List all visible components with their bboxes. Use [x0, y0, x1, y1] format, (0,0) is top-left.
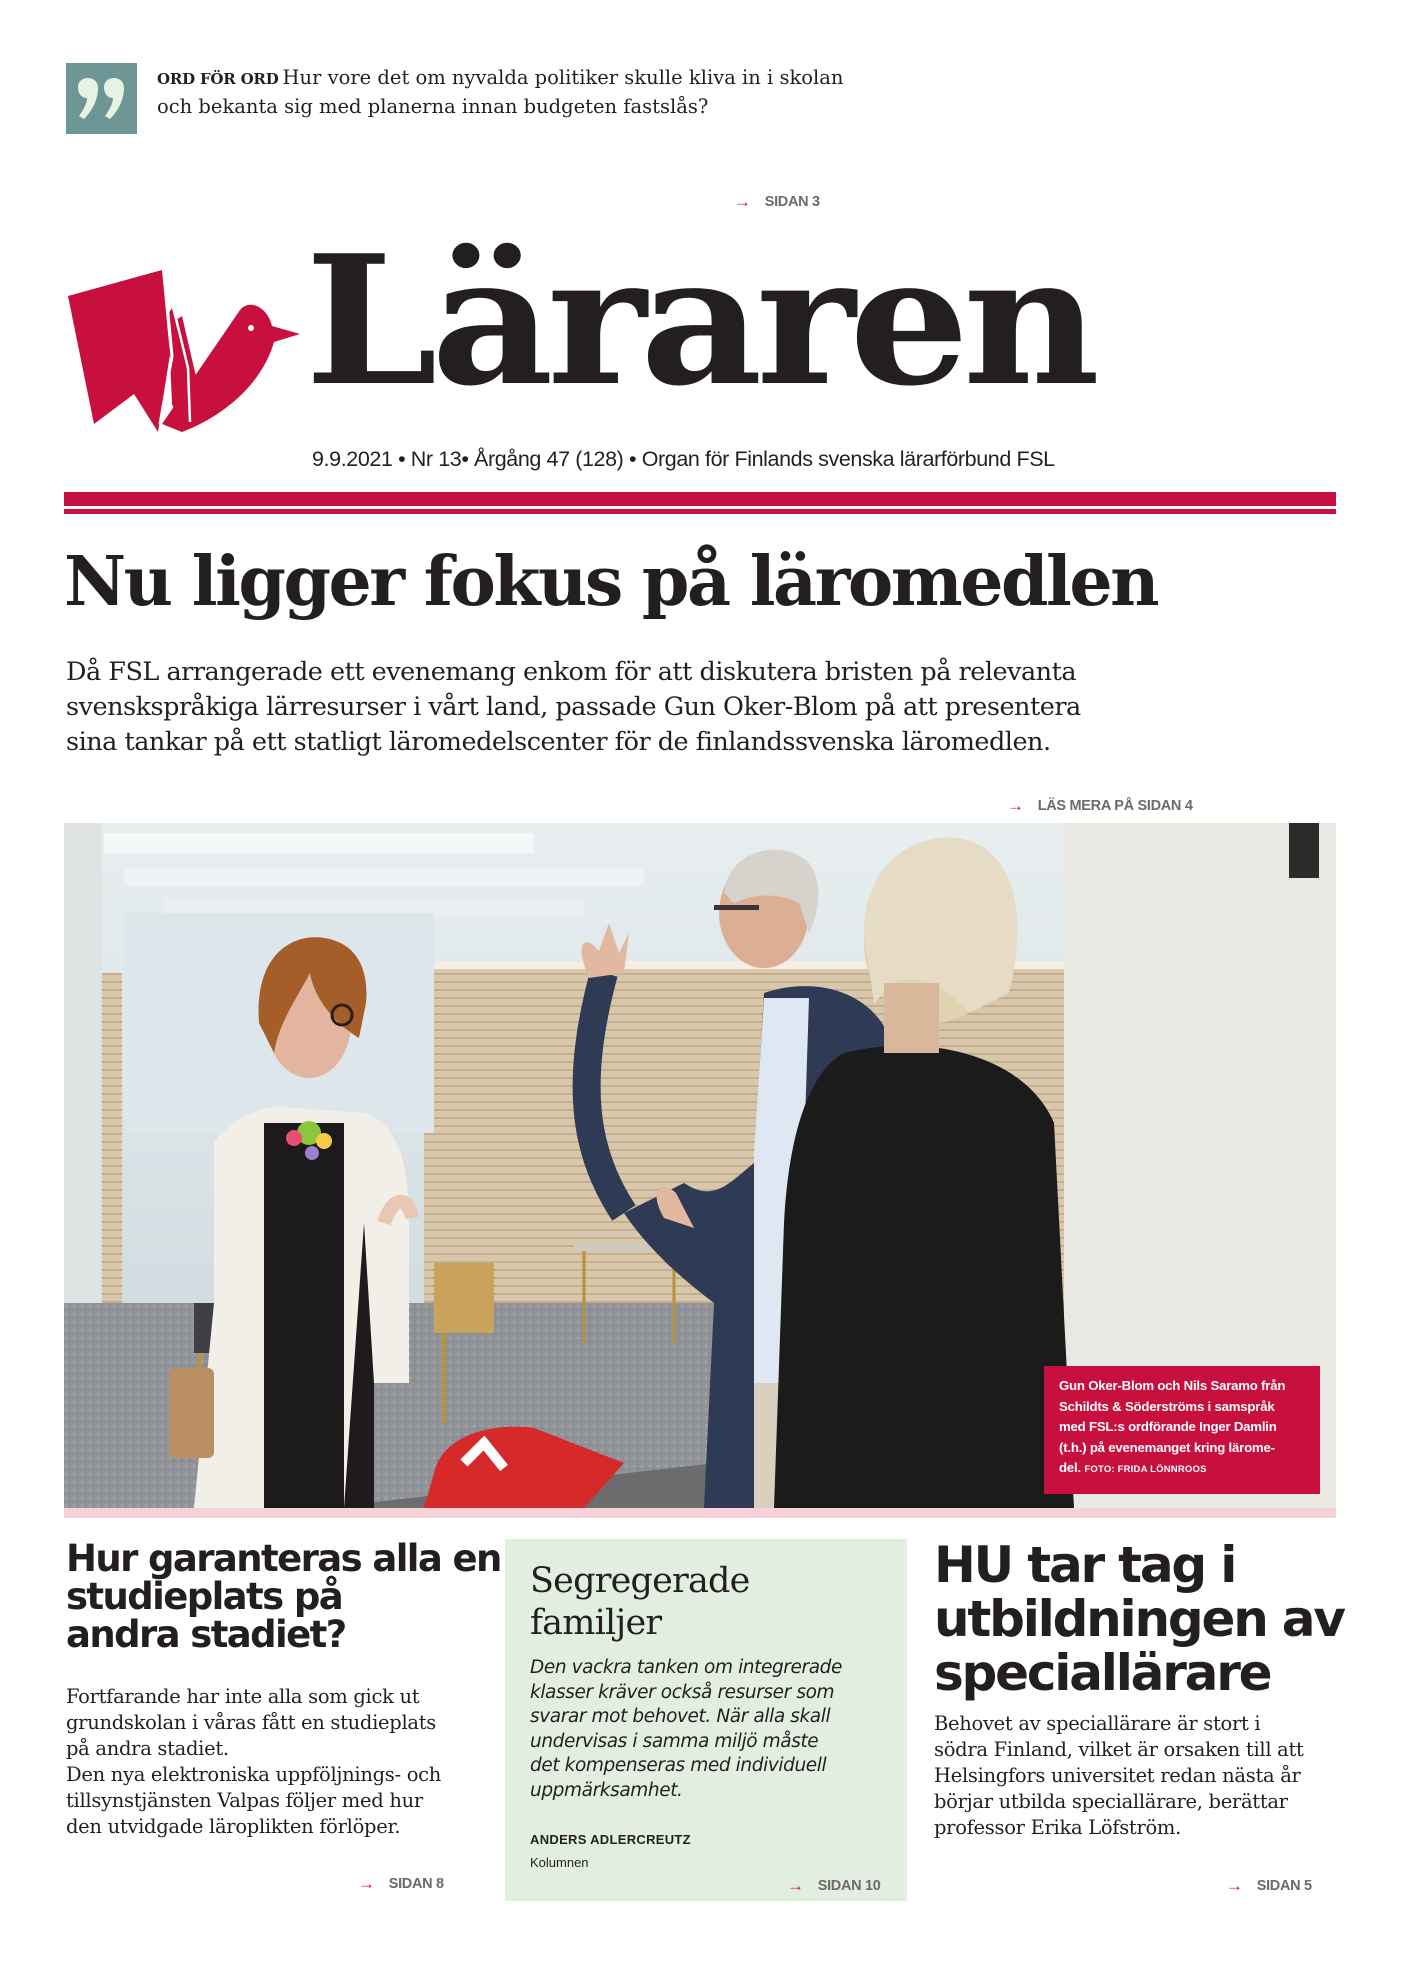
headline-line: Hur garanteras alla en	[66, 1537, 501, 1580]
photo-credit: FOTO: FRIDA LÖNNROOS	[1084, 1464, 1207, 1475]
masthead-title: Läraren	[305, 216, 1094, 425]
column-author: ANDERS ADLERCREUTZ	[530, 1832, 691, 1847]
body-line: Helsingfors universitet redan nästa år	[934, 1764, 1301, 1787]
photo-caption	[1044, 1366, 1320, 1494]
caption-line: (t.h.) på evenemanget kring lärome-	[1059, 1439, 1275, 1455]
caption-line: med FSL:s ordförande Inger Damlin	[1059, 1419, 1277, 1434]
column-title-line: familjer	[530, 1603, 662, 1643]
body-line: på andra stadiet.	[66, 1737, 229, 1760]
body-line: professor Erika Löfström.	[934, 1816, 1182, 1839]
standfirst-line: svenskspråkiga lärresurser i vårt land, passade Gun Oker-Blom på att presentera	[66, 692, 1081, 722]
right-story-headline[interactable]	[934, 1538, 1344, 1700]
body-line: Behovet av speciallärare är stort i	[934, 1712, 1261, 1735]
headline-line: andra stadiet?	[66, 1613, 346, 1656]
left-story-body	[66, 1684, 441, 1840]
arrow-right-icon: →	[358, 1874, 375, 1893]
column-title-line: Segregerade	[530, 1561, 750, 1601]
body-line: börjar utbilda speciallärare, berättar	[934, 1790, 1288, 1813]
teaser-kicker: ORD FÖR ORD	[157, 70, 279, 88]
column-role: Kolumnen	[530, 1855, 589, 1870]
standfirst-line: sina tankar på ett statligt läromedelscenter för de finlandssvenska läromedlen.	[66, 727, 1051, 757]
page-ref-label: SIDAN 10	[817, 1878, 881, 1894]
quote-box	[66, 63, 137, 134]
photo-bottom-strip	[64, 1508, 1336, 1518]
caption-line: Gun Oker-Blom och Nils Saramo från	[1059, 1378, 1286, 1393]
arrow-right-icon: →	[1226, 1876, 1243, 1895]
masthead-rule-thin	[64, 509, 1336, 514]
page-ref-label: SIDAN 5	[1256, 1878, 1312, 1894]
column-lead-line: Den vackra tanken om integrerade	[530, 1657, 842, 1678]
right-story-page-ref[interactable]	[1226, 1876, 1312, 1896]
column-lead	[530, 1656, 842, 1803]
column-page-ref[interactable]	[787, 1876, 881, 1896]
headline-line: utbildningen av	[934, 1590, 1344, 1648]
lead-headline[interactable]: Nu ligger fokus på läromedlen	[64, 542, 1158, 622]
body-line: södra Finland, vilket är orsaken till att	[934, 1738, 1304, 1761]
body-line: den utvidgade läroplikten förlöper.	[66, 1815, 401, 1838]
column-lead-line: svarar mot behovet. När alla skall	[530, 1706, 831, 1727]
headline-line: studieplats på	[66, 1575, 343, 1618]
teaser-page-ref[interactable]	[734, 192, 820, 212]
arrow-right-icon: →	[787, 1876, 804, 1895]
teaser[interactable]	[157, 64, 917, 120]
column-lead-line: det kompenseras med individuell	[530, 1755, 827, 1776]
masthead-rule-thick	[64, 492, 1336, 506]
teaser-line-1: Hur vore det om nyvalda politiker skulle kliva in i skolan	[282, 66, 844, 89]
quote-icon	[66, 63, 137, 134]
page-ref-label: LÄS MERA PÅ SIDAN 4	[1037, 798, 1193, 814]
page-ref-label: SIDAN 3	[764, 194, 820, 210]
caption-line: Schildts & Söderströms i samspråk	[1059, 1398, 1275, 1414]
body-line: Den nya elektroniska uppföljnings- och	[66, 1763, 442, 1786]
headline-line: HU tar tag i	[934, 1536, 1236, 1594]
column-lead-line: uppmärksamhet.	[530, 1779, 683, 1801]
book-bird-logo-icon	[64, 264, 300, 434]
column-lead-line: undervisas i samma miljö måste	[530, 1730, 819, 1752]
lead-standfirst	[66, 655, 1316, 760]
body-line: grundskolan i våras fått en studieplats	[66, 1711, 436, 1734]
lead-page-ref[interactable]	[1007, 796, 1193, 816]
left-story-headline[interactable]	[66, 1537, 501, 1656]
right-story-body	[934, 1711, 1304, 1841]
body-line: tillsynstjänsten Valpas följer med hur	[66, 1789, 423, 1812]
headline-line: speciallärare	[934, 1644, 1271, 1702]
arrow-right-icon: →	[734, 192, 751, 211]
column-title[interactable]	[530, 1560, 750, 1644]
caption-line: del.	[1059, 1460, 1081, 1475]
column-lead-line: klasser kräver också resurser som	[530, 1681, 835, 1703]
left-story-page-ref[interactable]	[358, 1874, 444, 1894]
standfirst-line: Då FSL arrangerade ett evenemang enkom för att diskutera bristen på relevanta	[66, 657, 1077, 687]
issue-info: 9.9.2021 • Nr 13• Årgång 47 (128) • Organ för Finlands svenska lärarförbund FSL	[312, 447, 1055, 471]
teaser-line-2: och bekanta sig med planerna innan budgeten fastslås?	[157, 95, 709, 118]
page-ref-label: SIDAN 8	[388, 1876, 444, 1892]
arrow-right-icon: →	[1007, 796, 1024, 815]
body-line: Fortfarande har inte alla som gick ut	[66, 1685, 420, 1708]
